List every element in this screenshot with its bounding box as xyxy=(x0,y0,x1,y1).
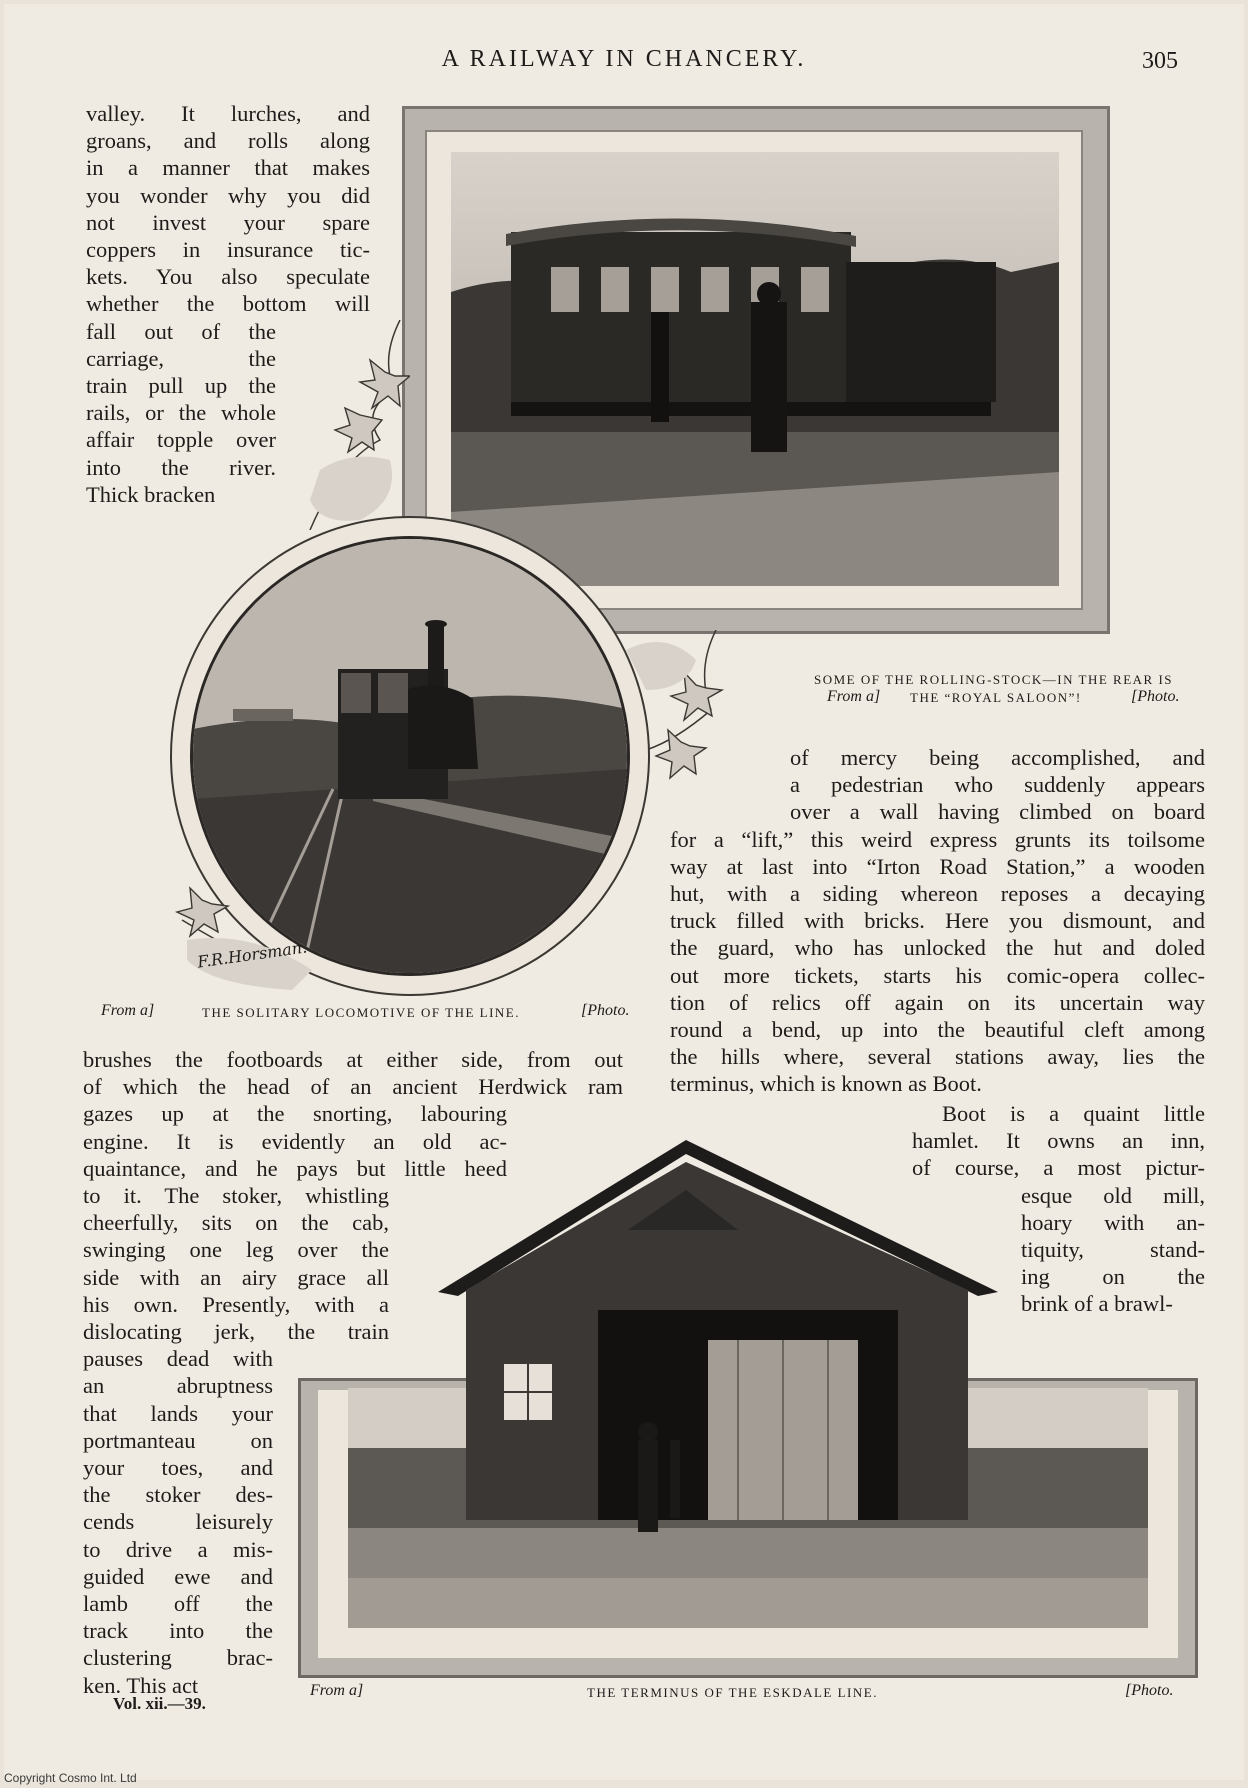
text-line: lamb off the xyxy=(83,1591,273,1617)
text-line: over a wall having climbed on board xyxy=(790,799,1205,825)
text-line: of mercy being accomplished, and xyxy=(790,745,1205,770)
text-line: hut, with a siding whereon reposes a decaying xyxy=(670,881,1205,907)
text-line: to drive a mis- xyxy=(83,1536,273,1562)
text-line: train pull up the xyxy=(86,373,276,399)
locomotive-caption-mid: THE SOLITARY LOCOMOTIVE OF THE LINE. xyxy=(202,1005,520,1020)
text-line: the stoker des- xyxy=(83,1482,273,1508)
text-line: quaintance, and he pays but little heed xyxy=(83,1155,507,1181)
text-line: carriage, the xyxy=(86,345,276,371)
terminus-caption-photo: [Photo. xyxy=(1125,1682,1174,1699)
engine-shed xyxy=(438,1140,998,1540)
text-line: whether the bottom will xyxy=(86,291,370,317)
artist-signature: F.R.Horsman. xyxy=(196,937,309,972)
text-line: portmanteau on xyxy=(83,1427,273,1453)
text-line: that lands your xyxy=(83,1400,273,1426)
text-line: brushes the footboards at either side, from out xyxy=(83,1047,623,1072)
text-line: engine. It is evidently an old ac- xyxy=(83,1128,507,1154)
text-line: kets. You also speculate xyxy=(86,264,370,290)
text-line: out more tickets, starts his comic-opera collec- xyxy=(670,962,1205,988)
text-line: guided ewe and xyxy=(83,1563,273,1589)
text-line: esque old mill, xyxy=(1021,1182,1205,1208)
page-number: 305 xyxy=(1142,48,1178,74)
text-column-right xyxy=(670,744,1205,1098)
text-line: your toes, and xyxy=(83,1455,273,1481)
ivy-ornament-bottom-left xyxy=(172,880,322,990)
rolling-stock-caption-from: From a] xyxy=(827,688,881,705)
text-line: to it. The stoker, whistling xyxy=(83,1183,389,1209)
text-line: affair topple over xyxy=(86,427,276,453)
terminus-caption-mid: THE TERMINUS OF THE ESKDALE LINE. xyxy=(587,1685,878,1700)
text-line: of course, a most pictur- xyxy=(912,1155,1205,1181)
text-line: fall out of the xyxy=(86,318,276,344)
text-line: way at last into “Irton Road Station,” a wooden xyxy=(670,853,1205,879)
terminus-caption-from: From a] xyxy=(310,1682,364,1699)
text-line: swinging one leg over the xyxy=(83,1237,389,1263)
volume-footer: Vol. xii.—39. xyxy=(113,1694,206,1713)
copyright-bar: Copyright Cosmo Int. Ltd xyxy=(4,1771,137,1785)
text-line: side with an airy grace all xyxy=(83,1264,389,1290)
text-line: in a manner that makes xyxy=(86,155,370,181)
text-line: coppers in insurance tic- xyxy=(86,237,370,263)
text-line: ing on the xyxy=(1021,1264,1205,1290)
text-line: truck filled with bricks. Here you dismount, and xyxy=(670,908,1205,934)
text-line: gazes up at the snorting, labouring xyxy=(83,1101,507,1127)
ivy-ornament-left xyxy=(300,320,410,530)
text-line: into the river. xyxy=(86,454,276,480)
running-title: A RAILWAY IN CHANCERY. xyxy=(441,46,807,72)
text-line: an abruptness xyxy=(83,1373,273,1399)
rolling-stock-caption-mid: THE “ROYAL SALOON”! xyxy=(910,690,1082,705)
text-line: brink of a brawl- xyxy=(1021,1291,1173,1317)
text-line: for a “lift,” this weird express grunts its toilsome xyxy=(670,826,1205,852)
text-line: track into the xyxy=(83,1618,273,1644)
locomotive-caption-photo: [Photo. xyxy=(581,1002,630,1019)
text-line: hoary with an- xyxy=(1021,1209,1205,1235)
text-line: dislocating jerk, the train xyxy=(83,1319,389,1345)
text-line: clustering brac- xyxy=(83,1645,273,1671)
text-line: you wonder why you did xyxy=(86,182,370,208)
text-line: cheerfully, sits on the cab, xyxy=(83,1210,389,1236)
text-line: not invest your spare xyxy=(86,209,370,235)
rolling-stock-caption-photo: [Photo. xyxy=(1131,688,1180,705)
text-line: his own. Presently, with a xyxy=(83,1291,389,1317)
text-line: hamlet. It owns an inn, xyxy=(912,1128,1205,1154)
text-line: Thick bracken xyxy=(86,481,216,507)
text-line: ken. This act xyxy=(83,1672,199,1698)
text-line: groans, and rolls along xyxy=(86,128,370,154)
text-line: Boot is a quaint little xyxy=(942,1101,1205,1126)
rolling-stock-photo xyxy=(451,152,1059,586)
text-line: pauses dead with xyxy=(83,1346,273,1372)
text-line: tiquity, stand- xyxy=(1021,1237,1205,1263)
text-line: the hills where, several stations away, lies the xyxy=(670,1044,1205,1070)
text-line: a pedestrian who suddenly appears xyxy=(790,772,1205,798)
text-line: round a bend, up into the beautiful cleft among xyxy=(670,1017,1205,1043)
locomotive-caption-from: From a] xyxy=(101,1002,155,1019)
text-line: rails, or the whole xyxy=(86,400,276,426)
text-line: cends leisurely xyxy=(83,1509,273,1535)
text-line: tion of relics off again on its uncertain way xyxy=(670,989,1205,1015)
text-line: the guard, who has unlocked the hut and doled xyxy=(670,935,1205,961)
rolling-stock-caption-top: SOME OF THE ROLLING-STOCK—IN THE REAR IS xyxy=(814,672,1174,687)
text-line: terminus, which is known as Boot. xyxy=(670,1071,982,1097)
text-line: of which the head of an ancient Herdwick ram xyxy=(83,1074,623,1100)
text-line: valley. It lurches, and xyxy=(86,101,370,126)
